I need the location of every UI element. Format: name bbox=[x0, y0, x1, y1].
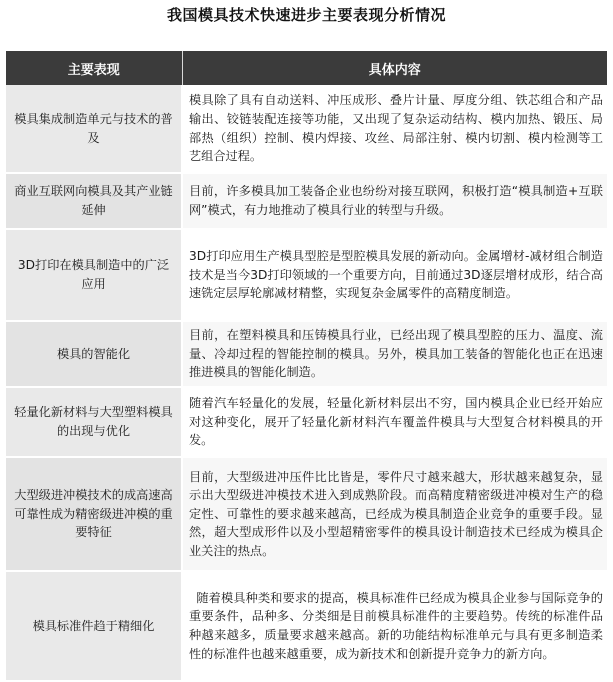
row-content: 随着汽车轻量化的发展，轻量化新材料层出不穷，国内模具企业已经开始应对这种变化，展开了轻量化新材料汽车覆盖件模具与大型复合材料模具的开发。 bbox=[182, 387, 607, 457]
table-row bbox=[6, 387, 607, 457]
header-main-performance: 主要表现 bbox=[6, 51, 182, 85]
table-row bbox=[6, 85, 607, 173]
row-label: 轻量化新材料与大型塑料模具的出现与优化 bbox=[6, 387, 182, 457]
row-content: 随着模具种类和要求的提高，模具标准件已经成为模具企业参与国际竞争的重要条件，品种多、分类细是目前模具标准件的主要趋势。传统的标准件品种越来越多，质量要求越来越高。新的功能结构标准单元与具有更多制造柔性的标准件也越来越重要，成为新技术和创新提升竞争力的新方向。 bbox=[182, 571, 607, 681]
row-content: 目前，大型级进冲压件比比皆是，零件尺寸越来越大，形状越来越复杂，显示出大型级进冲模技术进入到成熟阶段。而高精度精密级进冲模对生产的稳定性、可靠性的要求越来越高，已经成为模具制造企业竞争的重要手段。显然，超大型成形件以及小型超精密零件的模具设计制造技术已经成为模具企业关注的热点。 bbox=[182, 457, 607, 571]
table-row bbox=[6, 457, 607, 571]
row-content: 目前，许多模具加工装备企业也纷纷对接互联网，积极打造“模具制造+互联网”模式，有力地推动了模具行业的转型与升级。 bbox=[182, 173, 607, 229]
row-content: 目前，在塑料模具和压铸模具行业，已经出现了模具型腔的压力、温度、流量、冷却过程的智能控制的模具。另外，模具加工装备的智能化也正在迅速推进模具的智能化制造。 bbox=[182, 321, 607, 387]
row-label: 大型级进冲模技术的成高速高可靠性成为精密级进冲模的重要特征 bbox=[6, 457, 182, 571]
row-label: 3D打印在模具制造中的广泛应用 bbox=[6, 229, 182, 321]
row-label: 模具标准件趋于精细化 bbox=[6, 571, 182, 681]
header-specific-content: 具体内容 bbox=[182, 51, 607, 85]
table-row bbox=[6, 229, 607, 321]
table-row bbox=[6, 321, 607, 387]
row-label: 商业互联网向模具及其产业链延伸 bbox=[6, 173, 182, 229]
row-content: 3D打印应用生产模具型腔是型腔模具发展的新动向。金属增材-减材组合制造技术是当今3D打印领域的一个重要方向，目前通过3D逐层增材成形，结合高速铣定层厚轮廓减材精整，实现复杂金属零件的高精度制造。 bbox=[182, 229, 607, 321]
row-content: 模具除了具有自动送料、冲压成形、叠片计量、厚度分组、铁芯组合和产品输出、铰链装配连接等功能，又出现了复杂运动结构、模内加热、锻压、局部热（组织）控制、模内焊接、攻丝、局部注射、模内切割、模内检测等工艺组合过程。 bbox=[182, 85, 607, 173]
row-label: 模具的智能化 bbox=[6, 321, 182, 387]
table-row bbox=[6, 571, 607, 681]
analysis-table bbox=[6, 51, 607, 682]
table-row bbox=[6, 173, 607, 229]
table-header-row bbox=[6, 51, 607, 85]
page-title: 我国模具技术快速进步主要表现分析情况 bbox=[166, 6, 446, 24]
row-label: 模具集成制造单元与技术的普及 bbox=[6, 85, 182, 173]
